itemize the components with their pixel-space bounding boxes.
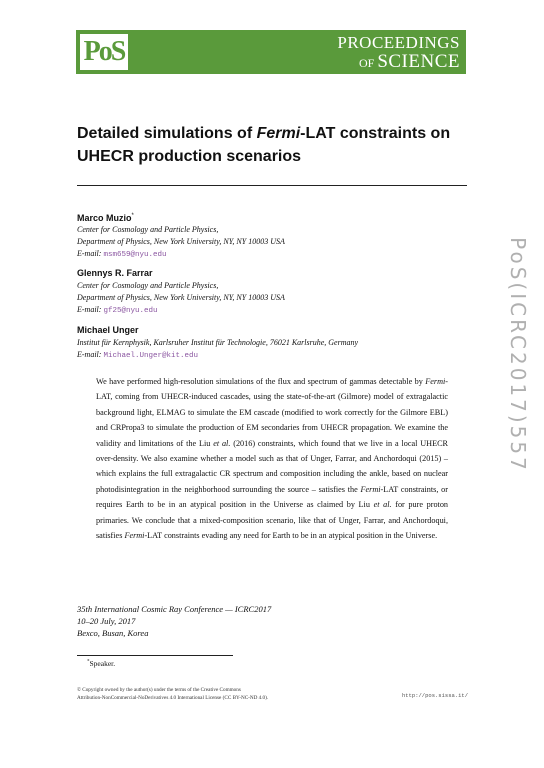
of-science-label <box>359 51 460 73</box>
author-email-line-2: E-mail: gf25@nyu.edu <box>77 305 158 315</box>
title-post: -LAT constraints on UHECR production scenarios <box>77 125 451 165</box>
author-affiliation-1a: Center for Cosmology and Particle Physics, <box>77 225 219 234</box>
author-name-3: Michael Unger <box>77 325 139 335</box>
title-rule <box>77 185 467 186</box>
footnote-mark: * <box>87 659 90 665</box>
author-name-2: Glennys R. Farrar <box>77 268 153 278</box>
abstract: We have performed high-resolution simulations of the flux and spectrum of gammas detectable by Fermi-LAT, coming from UHECR-induced cascades, using the state-of-the-art (Gilmore) model of extragalactic background light, ELMAG to simulate the EM cascade (modified to work correctly for the Gilmore EBL) and CRPropa3 to simulate the production of EM secondaries from UHECR propagation. We examine the validity and limitations of the Liu et al. (2016) constraints, which found that we live in a local UHECR over-density. We also examine whether a model such as that of Unger, Farrar, and Anchordoqui (2015) – which explains the full extragalactic CR spectrum and composition including the ankle, based on nuclear photodisintegration in the neighborhood surrounding the source – satisfies the Fermi-LAT constraints, or requires Earth to be in an atypical position in the Universe as claimed by Liu et al. for pure proton primaries. We conclude that a mixed-composition scenario, like that of Unger, Farrar, and Anchordoqui, satisfies Fermi-LAT constraints evading any need for Earth to be in an atypical position in the Universe. <box>96 377 449 541</box>
footnote-rule <box>77 655 233 656</box>
title-pre: Detailed simulations of <box>77 125 257 142</box>
proceedings-label: PROCEEDINGS <box>337 33 460 52</box>
copyright-icon: © <box>77 687 81 693</box>
conference-info <box>77 603 271 639</box>
side-identifier-text: PoS(ICRC2017)557 <box>506 237 530 473</box>
author-email-3[interactable]: Michael.Unger@kit.edu <box>103 352 198 360</box>
author-affiliation-1b: Department of Physics, New York University, NY, NY 10003 USA <box>77 237 285 246</box>
footnote-text: Speaker. <box>89 659 116 668</box>
pos-banner <box>76 30 466 74</box>
paper-title <box>77 122 467 168</box>
of-label: OF <box>358 56 375 70</box>
author-email-2[interactable]: gf25@nyu.edu <box>103 307 158 315</box>
title-fermi: Fermi <box>256 125 301 142</box>
copyright-notice: © Copyright owned by the author(s) under the terms of the Creative Commons Attribution-NonCommercial-NoDerivatives 4.0 International License (CC BY-NC-ND 4.0). <box>77 687 269 701</box>
author-email-line-1: E-mail: msm659@nyu.edu <box>77 249 167 259</box>
pos-logo-mark: PoS <box>83 36 125 67</box>
author-name-1: Marco Muzio* <box>77 213 134 223</box>
science-label: SCIENCE <box>377 51 460 72</box>
side-identifier <box>488 225 544 485</box>
author-star: * <box>131 213 134 219</box>
author-affiliation-3: Institut für Kernphysik, Karlsruher Institut für Technologie, 76021 Karlsruhe, Germany <box>77 338 359 347</box>
conference-dates: 10–20 July, 2017 <box>77 616 136 626</box>
author-email-1[interactable]: msm659@nyu.edu <box>103 251 167 259</box>
pos-url[interactable]: http://pos.sissa.it/ <box>402 692 469 699</box>
author-affiliation-2b: Department of Physics, New York University, NY, NY 10003 USA <box>77 293 285 302</box>
author-email-line-3: E-mail: Michael.Unger@kit.edu <box>77 350 198 360</box>
author-affiliation-2a: Center for Cosmology and Particle Physics, <box>77 281 219 290</box>
pos-logo <box>80 34 128 70</box>
footnote <box>87 659 115 668</box>
conference-venue: Bexco, Busan, Korea <box>77 628 149 638</box>
conference-name: 35th International Cosmic Ray Conference — ICRC2017 <box>77 604 272 614</box>
